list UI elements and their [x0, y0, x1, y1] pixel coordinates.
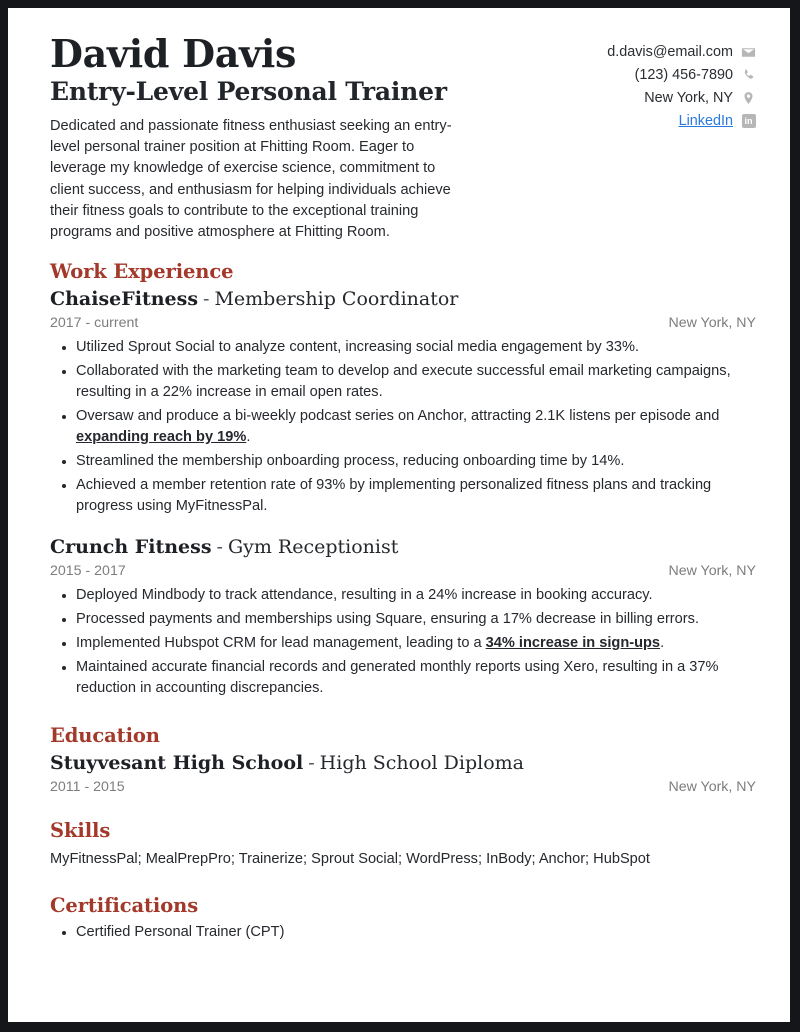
section-work-experience	[50, 260, 756, 699]
list-item	[50, 657, 756, 699]
work-entry-meta	[50, 561, 756, 581]
work-org-name: Crunch Fitness	[50, 536, 212, 559]
work-dates: 2017 - current	[50, 315, 139, 332]
section-title-skills: Skills	[50, 819, 111, 843]
list-item	[50, 406, 756, 448]
work-entry-heading	[50, 534, 756, 560]
degree-title: High School Diploma	[319, 752, 524, 775]
section-title-education: Education	[50, 724, 160, 748]
education-entry-heading	[50, 750, 756, 776]
bullet-text: Deployed Mindbody to track attendance, resulting in a 24% increase in booking accuracy.	[76, 587, 653, 604]
school-name: Stuyvesant High School	[50, 752, 304, 775]
contact-row-linkedin[interactable]	[679, 111, 756, 131]
bullet-text-tail: .	[660, 635, 665, 652]
section-title-work: Work Experience	[50, 260, 234, 284]
list-item: Certified Personal Trainer (CPT)	[50, 922, 756, 943]
work-entry-meta	[50, 313, 756, 333]
work-separator: -	[216, 536, 223, 559]
linkedin-link[interactable]: LinkedIn	[678, 113, 733, 129]
bullet-text: Processed payments and memberships using Square, ensuring a 17% decrease in billing errors.	[76, 611, 699, 628]
section-education	[50, 724, 756, 797]
bullet-text: Oversaw and produce a bi-weekly podcast series on Anchor, attracting 2.1K listens per episode and	[76, 408, 720, 425]
list-item	[50, 337, 756, 358]
section-certifications	[50, 894, 756, 943]
education-entry	[50, 750, 756, 797]
resume-page	[8, 8, 790, 1022]
list-item	[50, 451, 756, 472]
work-entry-heading	[50, 286, 756, 312]
work-location: New York, NY	[668, 315, 756, 332]
work-role-title: Gym Receptionist	[227, 536, 399, 559]
work-entry	[50, 286, 756, 517]
bullet-text-tail: .	[246, 429, 251, 446]
list-item	[50, 585, 756, 606]
contact-location-text: New York, NY	[644, 90, 733, 106]
education-separator: -	[308, 752, 315, 775]
work-bullet-list	[50, 337, 756, 517]
list-item	[50, 633, 756, 654]
identity-block	[50, 32, 470, 243]
work-org-name: ChaiseFitness	[50, 288, 199, 311]
bullet-text: Utilized Sprout Social to analyze content, increasing social media engagement by 33%.	[76, 339, 639, 356]
list-item	[50, 609, 756, 630]
work-entry	[50, 534, 756, 699]
work-dates: 2015 - 2017	[50, 563, 126, 580]
education-location: New York, NY	[668, 779, 756, 796]
education-dates: 2011 - 2015	[50, 779, 125, 796]
list-item	[50, 475, 756, 517]
section-title-certifications: Certifications	[50, 894, 199, 918]
bullet-text: Achieved a member retention rate of 93% by implementing personalized fitness plans and tracking progress using MyFitnessPal.	[76, 477, 712, 515]
location-pin-icon	[741, 91, 756, 106]
work-separator: -	[203, 288, 210, 311]
work-role-title: Membership Coordinator	[214, 288, 459, 311]
certifications-list	[50, 922, 756, 943]
education-entry-meta	[50, 777, 756, 797]
bullet-text: Implemented Hubspot CRM for lead management, leading to a	[76, 635, 486, 652]
phone-icon	[741, 68, 756, 83]
contact-row-phone	[635, 65, 756, 85]
work-location: New York, NY	[668, 563, 756, 580]
professional-summary: Dedicated and passionate fitness enthusiast seeking an entry-level personal trainer position at Fhitting Room. Eager to leverage my knowledge of exercise science, commitment to client success, and enthusiasm for helping individuals achieve their fitness goals to contribute to the exceptional training programs and positive atmosphere at Fhitting Room.	[50, 118, 452, 241]
list-item	[50, 361, 756, 403]
contact-email-text: d.davis@email.com	[607, 44, 733, 60]
bullet-highlight: expanding reach by 19%	[76, 429, 247, 446]
section-skills	[50, 819, 756, 870]
bullet-text: Maintained accurate financial records and generated monthly reports using Xero, resulting in a 37% reduction in accounting discrepancies.	[76, 659, 719, 697]
bullet-highlight: 34% increase in sign-ups	[485, 635, 661, 652]
envelope-icon	[741, 45, 756, 60]
contact-phone-text: (123) 456-7890	[634, 67, 733, 83]
linkedin-icon: in	[741, 114, 756, 129]
bullet-text: Collaborated with the marketing team to develop and execute successful email marketing campaigns, resulting in a 22% increase in email open rates.	[76, 363, 731, 401]
work-bullet-list	[50, 585, 756, 699]
contact-row-location	[644, 88, 756, 108]
skills-list: MyFitnessPal; MealPrepPro; Trainerize; Sprout Social; WordPress; InBody; Anchor; HubSpot	[50, 851, 650, 868]
contact-row-email	[607, 42, 756, 62]
candidate-name: David Davis	[50, 31, 297, 76]
bullet-text: Streamlined the membership onboarding process, reducing onboarding time by 14%.	[76, 453, 625, 470]
resume-header	[50, 32, 756, 243]
candidate-headline: Entry-Level Personal Trainer	[50, 77, 447, 106]
contact-block	[607, 42, 756, 131]
